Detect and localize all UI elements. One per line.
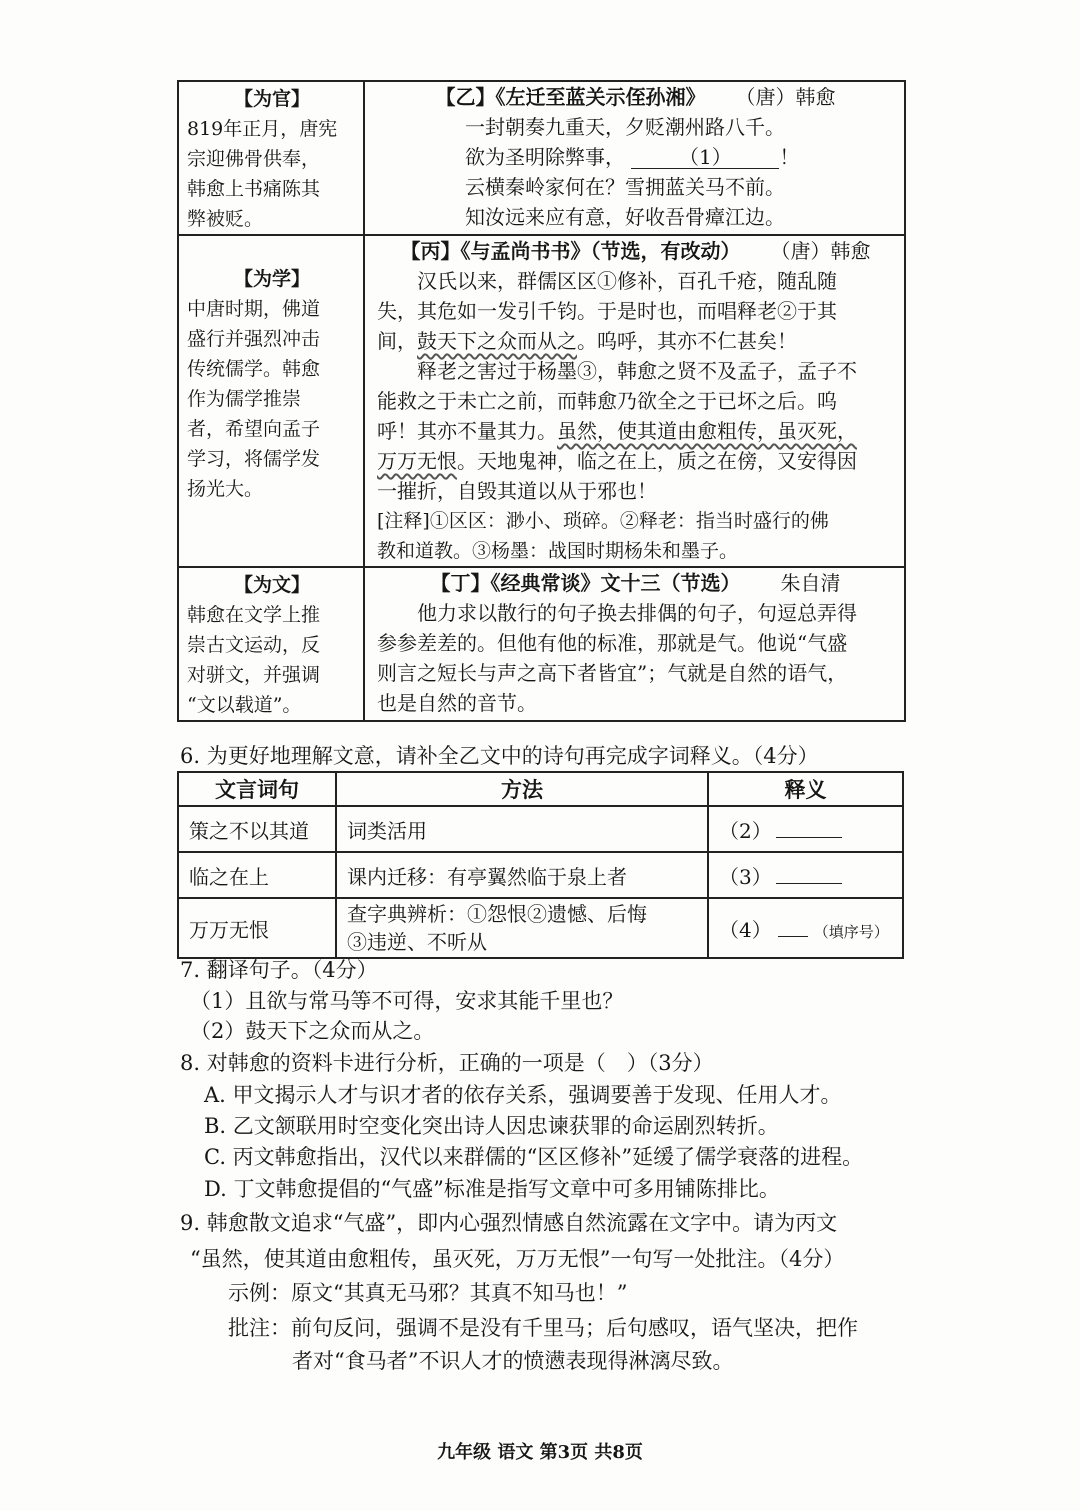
vocab-phrase: 万万无恨 bbox=[178, 898, 336, 958]
prose-line: 参参差差的。但他有他的标准，那就是气。他说“气盛 bbox=[377, 631, 848, 655]
prose-text: 呼！其亦不量其力。 bbox=[377, 419, 557, 443]
card-left-learning bbox=[178, 235, 364, 567]
answer-blank-2[interactable] bbox=[776, 819, 842, 838]
card-row-writing bbox=[178, 567, 905, 721]
vocab-header-row bbox=[178, 772, 903, 806]
card-row-official bbox=[178, 81, 905, 235]
question-6-stem: 6. 为更好地理解文意，请补全乙文中的诗句再完成字词释义。（4分） bbox=[180, 744, 819, 768]
vocab-method: 课内迁移：有亭翼然临于泉上者 bbox=[336, 852, 708, 898]
option-a[interactable]: A. 甲文揭示人才与识才者的依存关系，强调要善于发现、任用人才。 bbox=[204, 1083, 842, 1107]
option-d[interactable]: D. 丁文韩愈提倡的“气盛”标准是指写文章中可多用铺陈排比。 bbox=[204, 1177, 780, 1201]
page-footer: 九年级 语文 第3页 共8页 bbox=[437, 1442, 643, 1463]
poem-title bbox=[377, 82, 894, 112]
label-wei-wen: 【为文】 bbox=[233, 574, 310, 596]
method-line: ③违逆、不听从 bbox=[347, 930, 487, 954]
vocab-row bbox=[178, 852, 903, 898]
left-line: 扬光大。 bbox=[187, 478, 264, 500]
answer-number: （3） bbox=[719, 864, 772, 889]
prose-ding-author: 朱自清 bbox=[780, 571, 841, 595]
card-right-prose-bing bbox=[364, 235, 905, 567]
card-right-poem bbox=[364, 81, 905, 235]
card-right-prose-ding bbox=[364, 567, 905, 721]
vocab-row bbox=[178, 806, 903, 852]
poem-line: 知汝远来应有意，好收吾骨瘴江边。 bbox=[465, 205, 785, 229]
left-line: 弊被贬。 bbox=[187, 208, 264, 230]
answer-blank-3[interactable] bbox=[776, 865, 842, 884]
vocab-answer-cell bbox=[708, 898, 903, 958]
prose-text: 。呜呼，其亦不仁甚矣！ bbox=[577, 329, 797, 353]
vocab-method: 词类活用 bbox=[336, 806, 708, 852]
left-line: 对骈文，并强调 bbox=[187, 664, 321, 686]
prose-text: 间， bbox=[377, 329, 417, 353]
annotation-line: [注释]①区区：渺小、琐碎。②释老：指当时盛行的佛 bbox=[377, 510, 829, 532]
vocab-header: 文言词句 bbox=[178, 772, 336, 806]
option-b[interactable]: B. 乙文颔联用时空变化突出诗人因忠谏获罪的命运剧烈转折。 bbox=[204, 1114, 779, 1138]
han-yu-info-card bbox=[177, 80, 906, 722]
prose-line: 也是自然的音节。 bbox=[377, 691, 537, 715]
poem-line: 云横秦岭家何在？雪拥蓝关马不前。 bbox=[465, 175, 785, 199]
card-row-learning bbox=[178, 235, 905, 567]
fill-number-note: （填序号） bbox=[813, 922, 889, 941]
prose-line: 他力求以散行的句子换去排偶的句子，句逗总弄得 bbox=[417, 601, 857, 625]
prose-bing-author: （唐）韩愈 bbox=[780, 239, 871, 263]
underlined-sentence: 鼓天下之众而从之 bbox=[417, 329, 577, 353]
method-line: 查字典辨析：①怨恨②遗憾、后悔 bbox=[347, 902, 647, 926]
answer-blank-4[interactable] bbox=[778, 918, 808, 937]
prose-ding-title bbox=[377, 568, 894, 598]
prose-bing-title-text: 【丙】《与孟尚书书》（节选，有改动） bbox=[400, 239, 741, 263]
left-line: 传统儒学。韩愈 bbox=[187, 358, 321, 380]
card-left-writing bbox=[178, 567, 364, 721]
question-7-sentence-1: （1）且欲与常马等不可得，安求其能千里也？ bbox=[190, 989, 624, 1013]
vocab-method bbox=[336, 898, 708, 958]
poem-line-blank bbox=[377, 142, 894, 172]
vocab-answer-cell bbox=[708, 852, 903, 898]
question-9-stem-1: 9. 韩愈散文追求“气盛”，即内心强烈情感自然流露在文字中。请为丙文 bbox=[180, 1211, 838, 1235]
vocab-phrase: 策之不以其道 bbox=[178, 806, 336, 852]
wavy-sentence: 万万无恨 bbox=[377, 449, 457, 473]
prose-bing-title bbox=[377, 236, 894, 266]
option-c[interactable]: C. 丙文韩愈指出，汉代以来群儒的“区区修补”延缓了儒学衰落的进程。 bbox=[204, 1145, 864, 1169]
left-line: 学习，将儒学发 bbox=[187, 448, 321, 470]
prose-line: 失，其危如一发引千钧。于是时也，而唱释老②于其 bbox=[377, 299, 837, 323]
left-line: 韩愈上书痛陈其 bbox=[187, 178, 321, 200]
poem-line: 一封朝奏九重天，夕贬潮州路八千。 bbox=[465, 115, 785, 139]
prose-line: 释老之害过于杨墨③，韩愈之贤不及孟子，孟子不 bbox=[417, 359, 857, 383]
prose-line: 汉氏以来，群儒区区①修补，百孔千疮，随乱随 bbox=[417, 269, 837, 293]
example-comment-1: 批注：前句反问，强调不是没有千里马；后句感叹，语气坚决，把作 bbox=[228, 1316, 858, 1340]
annotation-line: 教和道教。③杨墨：战国时期杨朱和墨子。 bbox=[377, 540, 739, 562]
example-comment-2: 者对“食马者”不识人才的愤懑表现得淋漓尽致。 bbox=[292, 1349, 734, 1373]
vocab-row bbox=[178, 898, 903, 958]
prose-line bbox=[377, 446, 894, 476]
left-line: 韩愈在文学上推 bbox=[187, 604, 321, 626]
left-line: 者，希望向孟子 bbox=[187, 418, 321, 440]
left-line: 盛行并强烈冲击 bbox=[187, 328, 321, 350]
vocab-table bbox=[177, 771, 904, 959]
poem-text: 欲为圣明除弊事， bbox=[465, 145, 625, 169]
label-wei-xue: 【为学】 bbox=[233, 268, 310, 290]
left-line: 作为儒学推崇 bbox=[187, 388, 302, 410]
vocab-header: 方法 bbox=[336, 772, 708, 806]
prose-line: 则言之短长与声之高下者皆宜”；气就是自然的语气， bbox=[377, 661, 848, 685]
prose-text: 。天地鬼神，临之在上，质之在傍，又安得因 bbox=[457, 449, 857, 473]
vocab-phrase: 临之在上 bbox=[178, 852, 336, 898]
vocab-answer-cell bbox=[708, 806, 903, 852]
question-7-stem: 7. 翻译句子。（4分） bbox=[180, 958, 378, 982]
question-8-stem: 8. 对韩愈的资料卡进行分析，正确的一项是（ ）（3分） bbox=[180, 1051, 714, 1075]
fill-blank-1[interactable]: （1） bbox=[631, 146, 779, 169]
left-line: 819年正月，唐宪 bbox=[187, 118, 338, 140]
question-9-stem-2: “虽然，使其道由愈粗传，虽灭死，万万无恨”一句写一处批注。（4分） bbox=[190, 1247, 845, 1271]
vocab-header: 释义 bbox=[708, 772, 903, 806]
poem-title-text: 【乙】《左迁至蓝关示侄孙湘》 bbox=[435, 85, 706, 109]
prose-line: 一摧折，自毁其道以从于邪也！ bbox=[377, 479, 657, 503]
wavy-sentence: 虽然，使其道由愈粗传，虽灭死， bbox=[557, 419, 857, 443]
left-line: 崇古文运动，反 bbox=[187, 634, 321, 656]
left-line: 宗迎佛骨供奉， bbox=[187, 148, 321, 170]
left-line: “文以载道”。 bbox=[187, 694, 302, 716]
question-7-sentence-2: （2）鼓天下之众而从之。 bbox=[190, 1019, 435, 1043]
prose-ding-title-text: 【丁】《经典常谈》文十三（节选） bbox=[430, 571, 741, 595]
answer-number: （4） bbox=[719, 917, 772, 942]
prose-line bbox=[377, 326, 894, 356]
answer-number: （2） bbox=[719, 818, 772, 843]
left-line: 中唐时期，佛道 bbox=[187, 298, 321, 320]
label-wei-guan: 【为官】 bbox=[233, 88, 310, 110]
poem-author: （唐）韩愈 bbox=[745, 85, 836, 109]
prose-line: 能救之于未亡之前，而韩愈乃欲全之于已坏之后。呜 bbox=[377, 389, 837, 413]
example-text: 示例：原文“其真无马邪？其真不知马也！” bbox=[228, 1281, 628, 1305]
card-left-official bbox=[178, 81, 364, 235]
prose-line bbox=[377, 416, 894, 446]
poem-text: ！ bbox=[779, 145, 800, 169]
